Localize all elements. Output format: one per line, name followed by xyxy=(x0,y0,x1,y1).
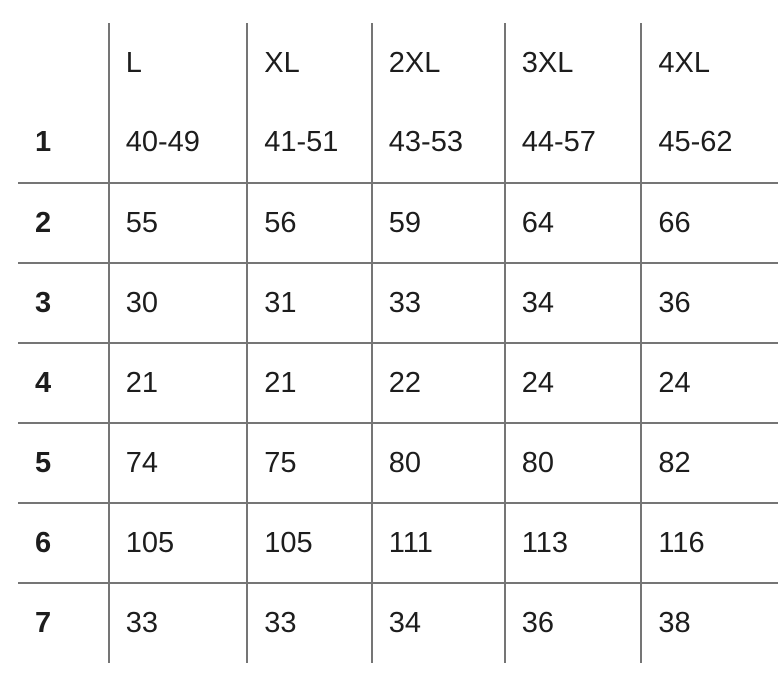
header-row xyxy=(18,23,778,103)
column-header-2xl: 2XL xyxy=(372,23,505,103)
table-cell: 105 xyxy=(109,503,248,583)
table-row xyxy=(18,343,778,423)
table-cell: 55 xyxy=(109,183,248,263)
table-cell: 33 xyxy=(247,583,372,663)
size-table xyxy=(18,23,778,663)
table-cell: 34 xyxy=(505,263,642,343)
table-cell: 41-51 xyxy=(247,103,372,183)
row-label: 2 xyxy=(18,183,109,263)
table-cell: 36 xyxy=(505,583,642,663)
table-cell: 24 xyxy=(641,343,778,423)
table-row xyxy=(18,583,778,663)
table-cell: 74 xyxy=(109,423,248,503)
table-cell: 24 xyxy=(505,343,642,423)
table-cell: 105 xyxy=(247,503,372,583)
table-cell: 44-57 xyxy=(505,103,642,183)
row-label: 5 xyxy=(18,423,109,503)
table-cell: 36 xyxy=(641,263,778,343)
table-cell: 22 xyxy=(372,343,505,423)
table-cell: 30 xyxy=(109,263,248,343)
table-cell: 64 xyxy=(505,183,642,263)
corner-cell xyxy=(18,23,109,103)
table-row xyxy=(18,103,778,183)
column-header-4xl: 4XL xyxy=(641,23,778,103)
table-body xyxy=(18,103,778,663)
table-cell: 33 xyxy=(372,263,505,343)
table-cell: 31 xyxy=(247,263,372,343)
table-cell: 116 xyxy=(641,503,778,583)
table-cell: 82 xyxy=(641,423,778,503)
table-cell: 75 xyxy=(247,423,372,503)
row-label: 1 xyxy=(18,103,109,183)
column-header-xl: XL xyxy=(247,23,372,103)
table-cell: 38 xyxy=(641,583,778,663)
row-label: 4 xyxy=(18,343,109,423)
table-cell: 111 xyxy=(372,503,505,583)
table-cell: 113 xyxy=(505,503,642,583)
table-cell: 21 xyxy=(247,343,372,423)
table-cell: 80 xyxy=(372,423,505,503)
column-header-l: L xyxy=(109,23,248,103)
table-cell: 59 xyxy=(372,183,505,263)
table-cell: 43-53 xyxy=(372,103,505,183)
column-header-3xl: 3XL xyxy=(505,23,642,103)
row-label: 3 xyxy=(18,263,109,343)
table-row xyxy=(18,183,778,263)
table-cell: 80 xyxy=(505,423,642,503)
table-cell: 34 xyxy=(372,583,505,663)
table-cell: 40-49 xyxy=(109,103,248,183)
table-cell: 21 xyxy=(109,343,248,423)
table-row xyxy=(18,263,778,343)
table-cell: 45-62 xyxy=(641,103,778,183)
table-cell: 33 xyxy=(109,583,248,663)
row-label: 7 xyxy=(18,583,109,663)
table-cell: 66 xyxy=(641,183,778,263)
table-cell: 56 xyxy=(247,183,372,263)
row-label: 6 xyxy=(18,503,109,583)
table-row xyxy=(18,423,778,503)
table-row xyxy=(18,503,778,583)
